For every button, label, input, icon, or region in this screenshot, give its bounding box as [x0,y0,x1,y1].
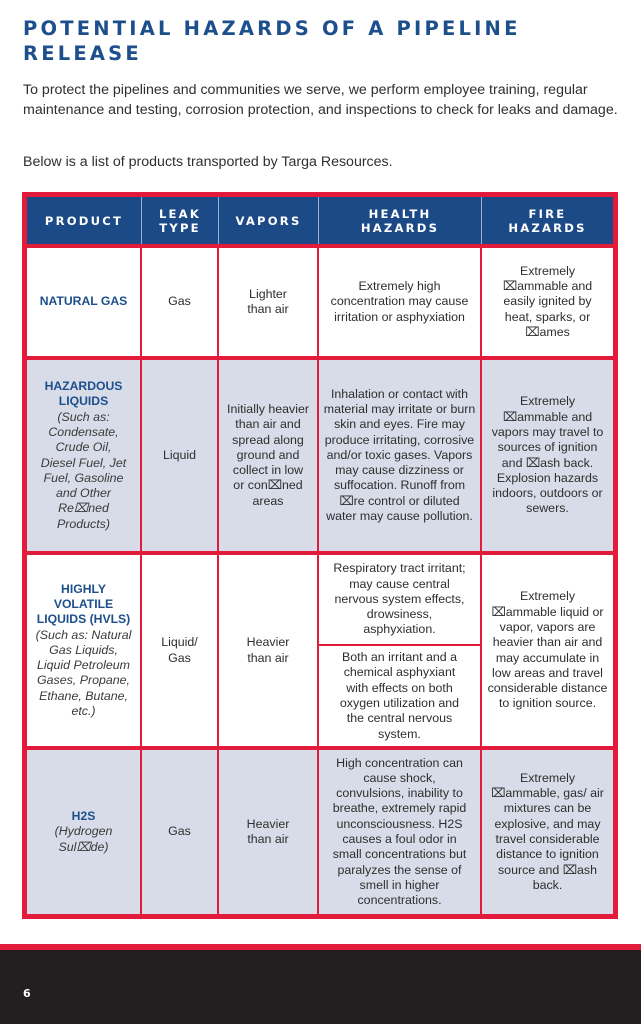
hazards-table [22,192,618,919]
product-name: H2S [71,809,96,824]
health-hazards-value: Inhalation or contact with material may irritate or burn skin and eyes. Fire may produce irritating, corrosive and/or toxic gases. Vapors may cause dizziness or suffocation. Runoff from ⌧re control or diluted water may cause pollution. [323,386,476,524]
product-name: HIGHLY VOLATILE LIQUIDS (HVLS) [36,581,131,627]
table-row-cell-leak-type [142,555,217,746]
table-row-cell-product [27,555,140,746]
header-product-label: PRODUCT [44,213,124,228]
table-row-cell-fire [482,360,613,551]
table-row-cell-product [27,360,140,551]
table-row-cell-health [319,750,480,914]
vapors-value: Initially heavier than air and spread along ground and collect in low or con⌧ned areas [227,401,309,508]
vapors-value: Lighter than air [247,286,289,316]
leak-type-value: Gas [168,294,191,309]
header-product [27,197,141,244]
leak-type-value: Liquid [162,447,197,462]
leak-type-value: Gas [168,824,191,839]
table-row-cell-health [319,360,480,551]
table-row-cell-vapors [219,750,317,914]
table-row-cell-vapors [219,555,317,746]
page-title: POTENTIAL HAZARDS OF A PIPELINE RELEASE [23,17,521,65]
header-leak-type [142,197,218,244]
footer-bar [0,950,641,1024]
header-leak-type-label: LEAK TYPE [158,206,202,235]
header-vapors-label: VAPORS [235,213,302,228]
table-row-cell-vapors [219,360,317,551]
table-row-cell-health-b [319,646,480,746]
vapors-value: Heavier than air [246,635,290,665]
header-health [319,197,481,244]
fire-hazards-value: Extremely ⌧ammable, gas/ air mixtures can be explosive, and may travel considerable distance to ignition source and ⌧ash back. [491,770,604,892]
products-note: Below is a list of products transported by Targa Resources. [23,154,393,170]
fire-hazards-value: Extremely ⌧ammable liquid or vapor, vapors are heavier than air and may accumulate in low areas and travel considerable distance to ignition source. [487,589,608,711]
table-row-cell-leak-type [142,248,217,356]
product-examples: (Such as: Natural Gas Liquids, Liquid Petroleum Gases, Propane, Ethane, Butane, etc.) [35,627,132,719]
health-hazards-value: High concentration can cause shock, convulsions, inability to breathe, extremely rapid unconsciousness. H2S causes a foul odor in small concentrations but paralyzes the sense of smell in higher concentrations. [332,755,467,908]
fire-hazards-value: Extremely ⌧ammable and vapors may travel to sources of ignition and ⌧ash back. Explosion hazards indoors, outdoors or sewers. [491,394,604,516]
product-examples: (Hydrogen Sul⌧de) [54,824,113,854]
fire-hazards-value: Extremely ⌧ammable and easily ignited by heat, sparks, or ⌧ames [502,263,593,339]
table-row-cell-leak-type [142,360,217,551]
intro-paragraph: To protect the pipelines and communities we serve, we perform employee training, regular maintenance and testing, corrosion protection, and inspections to check for leaks and damage. [23,82,618,118]
table-row-cell-fire [482,750,613,914]
product-examples: (Such as: Condensate, Crude Oil, Diesel Fuel, Jet Fuel, Gasoline and Other Re⌧ned Products) [40,409,127,531]
product-name: HAZARDOUS LIQUIDS [44,379,123,409]
health-hazards-value: Extremely high concentration may cause irritation or asphyxiation [330,279,469,324]
page-number: 6 [23,987,31,1000]
table-row-cell-product [27,248,140,356]
vapors-value: Heavier than air [246,816,290,846]
table-row-cell-fire [482,555,613,746]
table-row-cell-vapors [219,248,317,356]
leak-type-value: Liquid/ Gas [161,635,198,665]
table-row-cell-product [27,750,140,914]
product-name: NATURAL GAS [39,294,128,309]
header-fire-label: FIRE HAZARDS [508,206,587,235]
header-fire [482,197,613,244]
health-hazards-value: Both an irritant and a chemical asphyxiant with effects on both oxygen utilization and the central nervous system. [339,650,460,741]
table-row-cell-health [319,248,480,356]
header-health-label: HEALTH HAZARDS [360,206,440,235]
table-row-cell-leak-type [142,750,217,914]
header-vapors [219,197,318,244]
health-hazards-value: Respiratory tract irritant; may cause central nervous system effects, drowsiness, asphyxiation. [333,561,466,637]
table-row-cell-fire [482,248,613,356]
table-row-cell-health-a [319,555,480,644]
